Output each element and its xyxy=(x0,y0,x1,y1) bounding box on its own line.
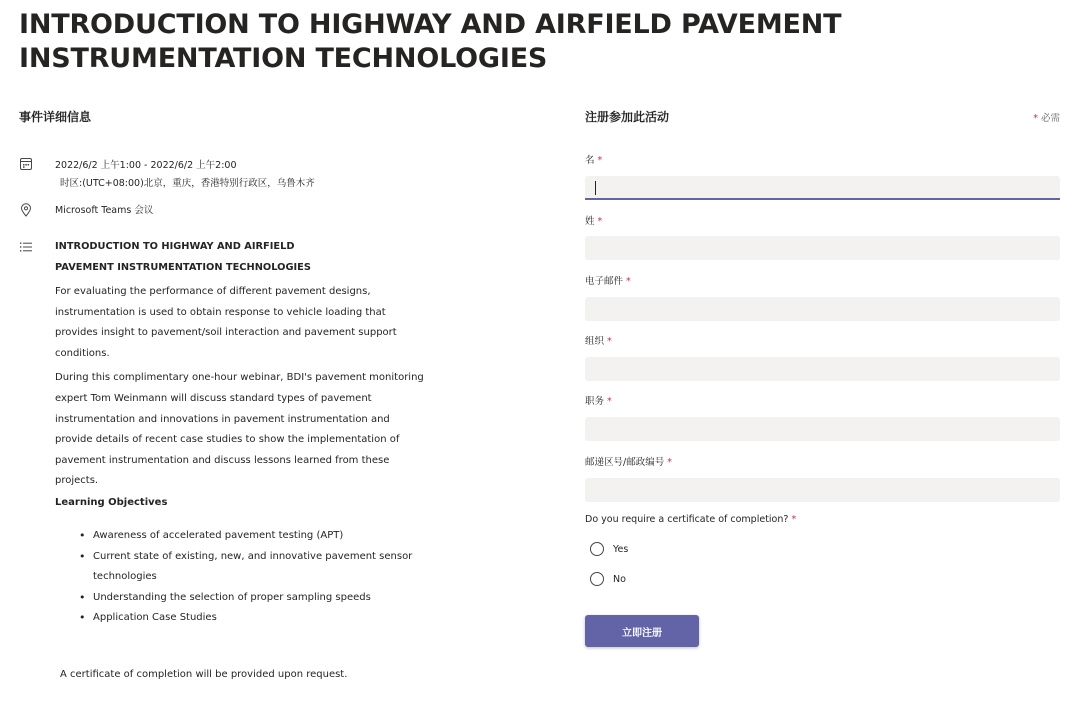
last-name-input[interactable] xyxy=(585,236,1060,260)
registration-form xyxy=(585,0,1060,702)
radio-option-yes[interactable] xyxy=(590,542,628,556)
description-paragraph: For evaluating the performance of different pavement designs, instrumentation is used to obtain response to vehicle loading that provides insight to pavement/soil interaction and pavement support conditions. xyxy=(55,286,397,359)
list-item: • Current state of existing, new, and innovative pavement sensor technologies xyxy=(93,547,423,588)
event-datetime: 2022/6/2 上午1:00 - 2022/6/2 上午2:00 xyxy=(55,160,237,171)
event-timezone: 时区:(UTC+08:00)北京，重庆，香港特别行政区，乌鲁木齐 xyxy=(60,178,315,189)
description-title: INTRODUCTION TO HIGHWAY AND AIRFIELD PAVEMENT INSTRUMENTATION TECHNOLOGIES xyxy=(55,241,311,273)
description-paragraph: During this complimentary one-hour webinar, BDI's pavement monitoring expert Tom Weinmann will discuss standard types of pavement instrumentation and innovations in pavement instrumentation and provide details of recent case studies to show the implementation of pavement instrumentation and discuss lessons learned from these projects. xyxy=(55,372,424,487)
list-item: • Understanding the selection of proper sampling speeds xyxy=(93,588,423,609)
certificate-question-label: Do you require a certificate of completion? * xyxy=(585,514,797,525)
organization-input[interactable] xyxy=(585,357,1060,381)
radio-option-no[interactable] xyxy=(590,572,626,586)
organization-label: 组织 * xyxy=(585,336,612,347)
calendar-icon xyxy=(19,157,33,171)
last-name-label: 姓 * xyxy=(585,216,603,227)
page-title: INTRODUCTION TO HIGHWAY AND AIRFIELD PAVEMENT INSTRUMENTATION TECHNOLOGIES xyxy=(19,9,842,74)
job-title-label: 职务 * xyxy=(585,396,612,407)
text-caret xyxy=(595,181,596,195)
email-input[interactable] xyxy=(585,297,1060,321)
first-name-label: 名 * xyxy=(585,155,603,166)
list-item: • Awareness of accelerated pavement testing (APT) xyxy=(93,526,423,547)
required-note: * 必需 xyxy=(1033,113,1060,124)
radio-label: No xyxy=(613,573,626,585)
email-label: 电子邮件 * xyxy=(585,276,631,287)
list-icon xyxy=(19,240,33,254)
event-description xyxy=(55,236,430,492)
certificate-note: A certificate of completion will be provided upon request. xyxy=(60,669,348,680)
learning-objectives-list xyxy=(93,526,423,629)
postal-code-label: 邮递区号/邮政编号 * xyxy=(585,457,672,468)
job-title-input[interactable] xyxy=(585,417,1060,441)
event-details-heading: 事件详细信息 xyxy=(19,110,92,124)
list-item: • Application Case Studies xyxy=(93,608,423,629)
radio-button[interactable] xyxy=(590,542,604,556)
event-location: Microsoft Teams 会议 xyxy=(55,205,154,216)
learning-objectives-title: Learning Objectives xyxy=(55,497,168,508)
register-button[interactable]: 立即注册 xyxy=(585,615,699,647)
registration-heading: 注册参加此活动 xyxy=(585,110,670,124)
radio-button[interactable] xyxy=(590,572,604,586)
first-name-input[interactable] xyxy=(585,176,1060,200)
postal-code-input[interactable] xyxy=(585,478,1060,502)
radio-label: Yes xyxy=(613,543,629,555)
location-pin-icon xyxy=(19,203,33,217)
